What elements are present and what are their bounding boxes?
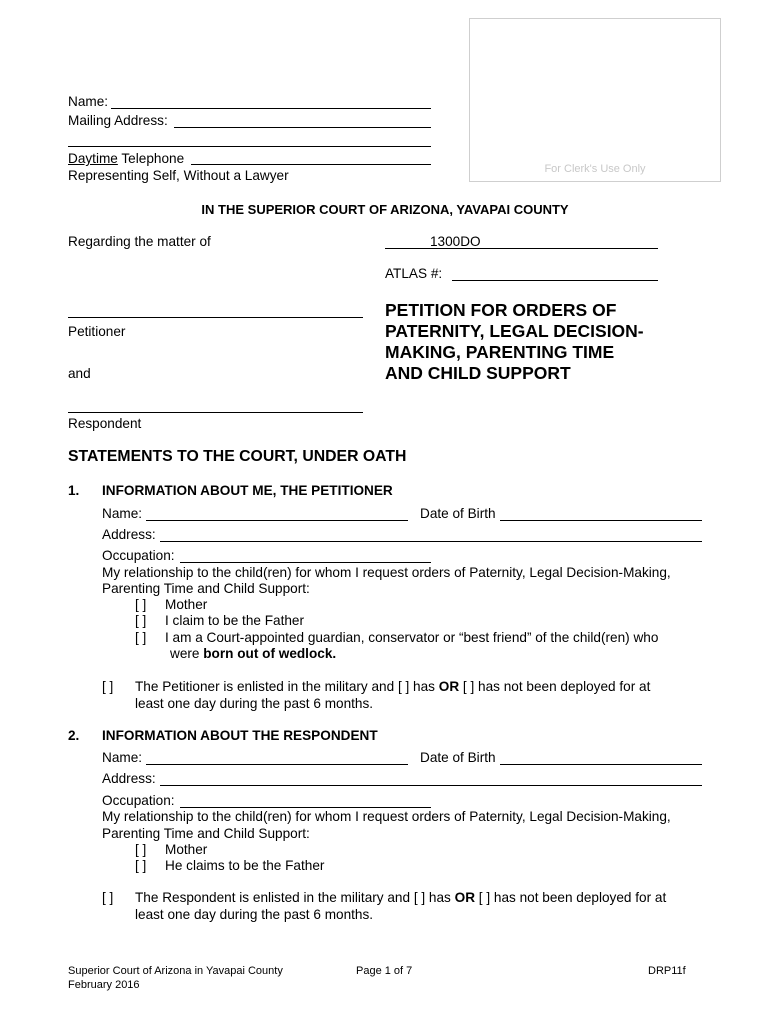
section1-dob-field[interactable] (500, 520, 702, 521)
case-number-field[interactable] (385, 248, 658, 249)
petition-title (385, 300, 644, 384)
section2-relationship-line1: My relationship to the child(ren) for whom I request orders of Paternity, Legal Decision-Making, (102, 809, 671, 824)
checkbox[interactable]: [ ] (135, 613, 147, 628)
checkbox[interactable]: [ ] (135, 858, 147, 873)
section1-dob-label: Date of Birth (420, 506, 496, 521)
section1-address-field[interactable] (160, 541, 702, 542)
section2-military-line2: least one day during the past 6 months. (135, 907, 374, 922)
section2-address-label: Address: (102, 771, 156, 786)
or-text: OR (438, 679, 460, 694)
mailing-address-field[interactable] (174, 127, 431, 128)
title-line-3: MAKING, PARENTING TIME (385, 342, 615, 362)
atlas-field[interactable] (452, 280, 658, 281)
section2-name-field[interactable] (146, 764, 408, 765)
clerk-use-label: For Clerk's Use Only (544, 163, 646, 175)
section1-option-guardian[interactable] (135, 630, 658, 645)
wedlock-text: born out of wedlock. (203, 646, 337, 661)
section1-military-line1 (135, 679, 650, 694)
section1-option-father[interactable] (135, 613, 304, 628)
option-label: Mother (165, 597, 208, 612)
footer-court: Superior Court of Arizona in Yavapai County (68, 965, 283, 977)
section1-option-guardian-cont (170, 646, 336, 661)
representing-self: Representing Self, Without a Lawyer (68, 168, 289, 183)
section1-name-field[interactable] (146, 520, 408, 521)
checkbox[interactable]: [ ] (135, 630, 147, 645)
name-label: Name: (68, 94, 109, 109)
section2-heading: INFORMATION ABOUT THE RESPONDENT (102, 728, 378, 743)
section2-occupation-field[interactable] (180, 807, 431, 808)
respondent-line[interactable] (68, 412, 363, 413)
text: [ ] has not been deployed for at (459, 679, 651, 694)
mailing-address-label: Mailing Address: (68, 113, 168, 128)
statements-heading: STATEMENTS TO THE COURT, UNDER OATH (68, 448, 407, 465)
telephone-label (68, 151, 184, 166)
section2-military-checkbox[interactable]: [ ] (102, 890, 114, 905)
section1-relationship-line1: My relationship to the child(ren) for whom I request orders of Paternity, Legal Decision-Making, (102, 565, 671, 580)
section2-dob-field[interactable] (500, 764, 702, 765)
text: were (170, 646, 204, 661)
case-number: 1300DO (430, 234, 481, 249)
name-field[interactable] (111, 108, 431, 109)
footer-date: February 2016 (68, 979, 140, 991)
telephone-field[interactable] (191, 164, 431, 165)
respondent-label: Respondent (68, 416, 142, 431)
section2-option-father[interactable] (135, 858, 324, 873)
option-label: I claim to be the Father (165, 613, 305, 628)
text: The Respondent is enlisted in the military and [ ] has (135, 890, 455, 905)
section1-number: 1. (68, 483, 80, 498)
option-label: He claims to be the Father (165, 858, 325, 873)
section2-relationship-line2: Parenting Time and Child Support: (102, 826, 310, 841)
section2-address-field[interactable] (160, 785, 702, 786)
section1-heading: INFORMATION ABOUT ME, THE PETITIONER (102, 483, 393, 498)
text: The Petitioner is enlisted in the military and [ ] has (135, 679, 439, 694)
clerk-use-box (469, 18, 721, 182)
title-line-4: AND CHILD SUPPORT (385, 363, 571, 383)
daytime-word: Daytime (68, 151, 118, 166)
text: [ ] has not been deployed for at (475, 890, 667, 905)
section1-occupation-label: Occupation: (102, 548, 175, 563)
section2-name-label: Name: (102, 750, 143, 765)
court-heading: IN THE SUPERIOR COURT OF ARIZONA, YAVAPAI COUNTY (201, 202, 569, 217)
section1-occupation-field[interactable] (180, 562, 431, 563)
option-label: I am a Court-appointed guardian, conservator or “best friend” of the child(ren) who (165, 630, 659, 645)
footer-form-id: DRP11f (648, 965, 686, 977)
option-label: Mother (165, 842, 208, 857)
checkbox[interactable]: [ ] (135, 597, 147, 612)
mailing-address-field-2[interactable] (68, 146, 431, 147)
footer-page-number: Page 1 of 7 (356, 965, 413, 977)
section1-address-label: Address: (102, 527, 156, 542)
section1-military-line2: least one day during the past 6 months. (135, 696, 374, 711)
petitioner-label: Petitioner (68, 324, 126, 339)
petitioner-line[interactable] (68, 317, 363, 318)
title-line-1: PETITION FOR ORDERS OF (385, 300, 617, 320)
section2-number: 2. (68, 728, 80, 743)
section2-military-line1 (135, 890, 666, 905)
telephone-word: Telephone (121, 151, 185, 166)
atlas-label: ATLAS #: (385, 266, 443, 281)
checkbox[interactable]: [ ] (135, 842, 147, 857)
section2-occupation-label: Occupation: (102, 793, 175, 808)
or-text: OR (454, 890, 476, 905)
section1-name-label: Name: (102, 506, 143, 521)
section1-relationship-line2: Parenting Time and Child Support: (102, 581, 310, 596)
and-label: and (68, 366, 91, 381)
section2-dob-label: Date of Birth (420, 750, 496, 765)
title-line-2: PATERNITY, LEGAL DECISION- (385, 321, 644, 341)
regarding-matter: Regarding the matter of (68, 234, 211, 249)
section1-option-mother[interactable] (135, 597, 207, 612)
section1-military-checkbox[interactable]: [ ] (102, 679, 114, 694)
section2-option-mother[interactable] (135, 842, 207, 857)
